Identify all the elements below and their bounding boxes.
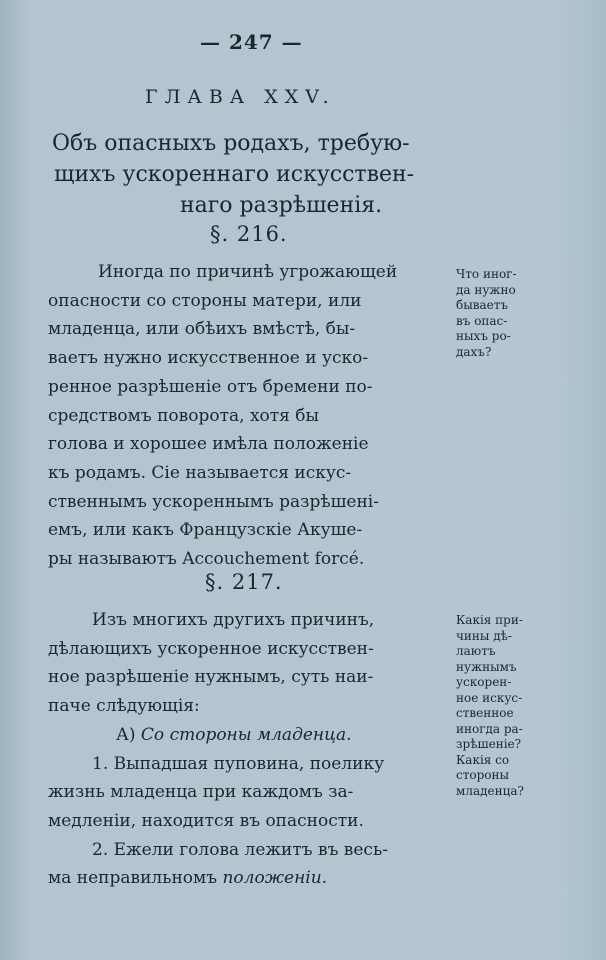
text-line: емъ, или какъ Французскіе Акуше- xyxy=(48,520,363,541)
text-line: голова и хорошее имѣла положеніе xyxy=(48,434,369,455)
margin-line: ное искус- xyxy=(456,690,523,705)
chapter-heading: ГЛАВА XXV. xyxy=(145,86,336,108)
text-line: паче слѣдующія: xyxy=(48,696,200,717)
text-italic: положеніи. xyxy=(222,868,328,889)
margin-line: ныхъ ро- xyxy=(456,329,511,343)
text-line: ренное разрѣшеніе отъ бремени по- xyxy=(48,376,373,397)
margin-line: зрѣшеніе? xyxy=(456,737,522,751)
text-line: 1. Выпадшая пуповина, поелику xyxy=(92,753,385,774)
margin-line: нужнымъ xyxy=(456,659,517,674)
margin-line: ускорен- xyxy=(456,675,512,689)
chapter-title xyxy=(52,128,414,221)
margin-note-216 xyxy=(456,267,517,360)
margin-line: да нужно xyxy=(456,282,516,297)
text-line: дѣлающихъ ускоренное искусствен- xyxy=(48,638,374,659)
subheading xyxy=(48,721,388,750)
margin-line: стороны xyxy=(456,768,510,782)
text-line: жизнь младенца при каждомъ за- xyxy=(48,782,354,803)
text-line: ры называютъ Accouchement forcé. xyxy=(48,549,365,570)
text-line: средствомъ поворота, хотя бы xyxy=(48,405,320,426)
text-line: ваетъ нужно искусственное и уско- xyxy=(48,348,369,369)
margin-line: чины дѣ- xyxy=(456,628,512,643)
margin-line: бываетъ xyxy=(456,298,509,312)
margin-line: въ опас- xyxy=(456,313,508,328)
margin-line: дахъ? xyxy=(456,344,492,359)
paragraph-216 xyxy=(48,258,397,574)
margin-note-217 xyxy=(456,613,524,799)
margin-line: Какія со xyxy=(456,752,510,767)
margin-line: иногда ра- xyxy=(456,721,523,736)
text-line: младенца, или обѣихъ вмѣстѣ, бы- xyxy=(48,319,356,340)
text-line: медленіи, находится въ опасности. xyxy=(48,810,364,831)
margin-line: Какія при- xyxy=(456,613,523,627)
text-line: Изъ многихъ другихъ причинъ, xyxy=(92,610,375,630)
title-line: щихъ ускореннаго искусствен- xyxy=(54,162,415,187)
text-line: ственнымъ ускореннымъ разрѣшені- xyxy=(48,491,379,512)
text-line: 2. Ежели голова лежитъ въ весь- xyxy=(92,839,388,860)
paragraph-217 xyxy=(48,606,388,893)
text-line xyxy=(48,864,388,893)
text-line: опасности со стороны матери, или xyxy=(48,290,362,311)
margin-line: младенца? xyxy=(456,783,524,798)
margin-line: лаютъ xyxy=(456,644,496,658)
margin-line: Что иног- xyxy=(456,267,517,281)
title-line: Объ опасныхъ родахъ, требую- xyxy=(52,131,410,156)
text-line: къ родамъ. Сіе называется искус- xyxy=(48,462,352,483)
subheading-italic: Со стороны младенца. xyxy=(140,724,352,745)
text-line: ное разрѣшеніе нужнымъ, суть наи- xyxy=(48,667,374,688)
text-line: Иногда по причинѣ угрожающей xyxy=(98,262,398,282)
page-number: — 247 — xyxy=(200,30,303,54)
section-216-heading: §. 216. xyxy=(210,222,288,246)
section-217-heading: §. 217. xyxy=(205,570,283,594)
subheading-prefix: А) xyxy=(116,724,141,745)
text-span: ма неправильномъ xyxy=(48,868,223,889)
margin-line: ственное xyxy=(456,706,514,720)
title-line: наго разрѣшенія. xyxy=(180,193,383,218)
